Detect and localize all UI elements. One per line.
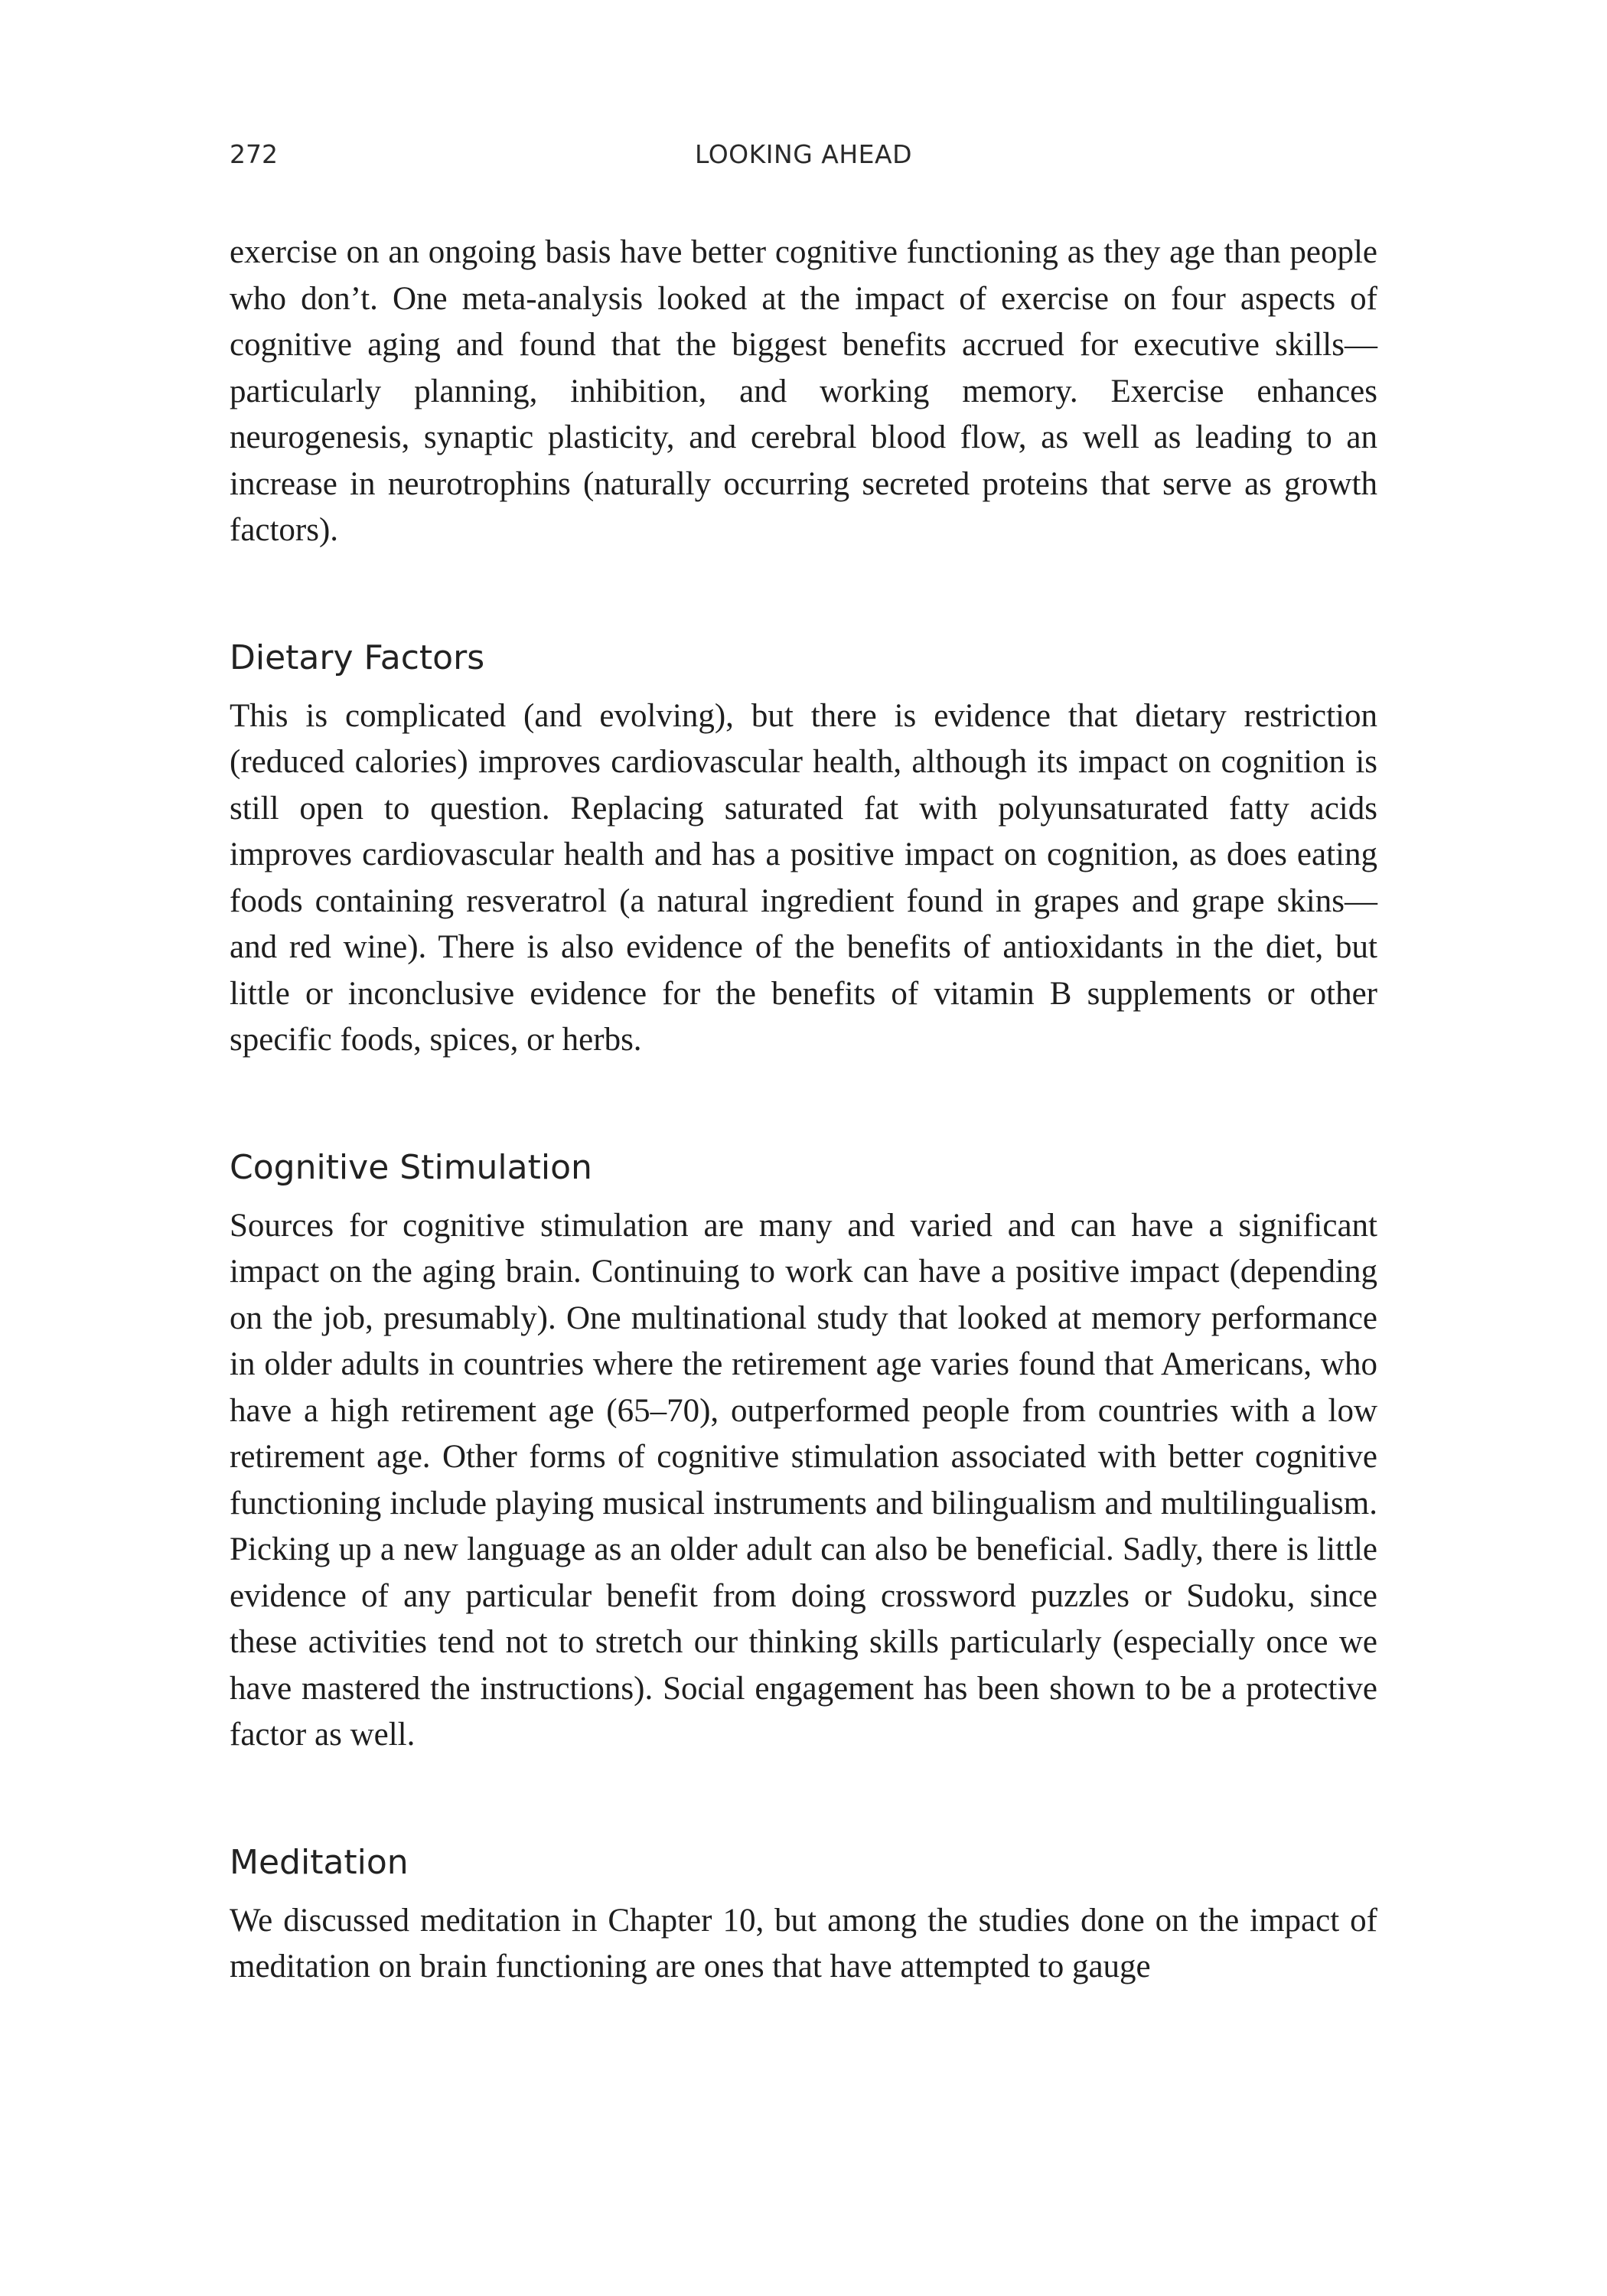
- section-heading-dietary-factors: Dietary Factors: [230, 638, 485, 677]
- intro-paragraph: exercise on an ongoing basis have better cognitive functioning as they age than people who don’t. One meta-analysis looked at the impact of exercise on four aspects of cognitive aging and found that the biggest benefits accrued for executive skills—particularly planning, inhibition, and working memory. Exercise enhances neurogenesis, synaptic plasticity, and cerebral blood flow, as well as leading to an increase in neurotrophins (naturally occurring secreted proteins that serve as growth factors).: [230, 234, 1377, 548]
- running-title: LOOKING AHEAD: [694, 139, 912, 169]
- page-number: 272: [230, 139, 278, 169]
- section-paragraph-meditation: We discussed meditation in Chapter 10, but among the studies done on the impact of meditation on brain functioning are ones that have attempted to gauge: [230, 1902, 1377, 1985]
- page-content: [230, 230, 1377, 1991]
- section-paragraph-dietary-factors: This is complicated (and evolving), but there is evidence that dietary restriction (reduced calories) improves cardiovascular health, although its impact on cognition is still open to question. Replacing saturated fat with polyunsaturated fatty acids improves cardiovascular health and has a positive impact on cognition, as does eating foods containing resveratrol (a natural ingredient found in grapes and grape skins—and red wine). There is also evidence of the benefits of antioxidants in the diet, but little or inconclusive evidence for the benefits of vitamin B supplements or other specific foods, spices, or herbs.: [230, 697, 1377, 1058]
- running-head: [230, 136, 1377, 173]
- section-heading-cognitive-stimulation: Cognitive Stimulation: [230, 1147, 592, 1187]
- section-heading-meditation: Meditation: [230, 1842, 409, 1882]
- section-spacer: [230, 1064, 1377, 1145]
- heading-spacer: [230, 681, 1377, 693]
- section-spacer: [230, 1759, 1377, 1840]
- section-spacer: [230, 554, 1377, 635]
- heading-spacer: [230, 1191, 1377, 1203]
- heading-spacer: [230, 1886, 1377, 1898]
- book-page: [230, 0, 1377, 2296]
- section-paragraph-cognitive-stimulation: Sources for cognitive stimulation are many and varied and can have a significant impact on the aging brain. Continuing to work can have a positive impact (depending on the job, presumably). One multinational study that looked at memory performance in older adults in countries where the retirement age varies found that Americans, who have a high retirement age (65–70), outperformed people from countries with a low retirement age. Other forms of cognitive stimulation associated with better cognitive functioning include playing musical instruments and bilingualism and multilingualism. Picking up a new language as an older adult can also be beneficial. Sadly, there is little evidence of any particular benefit from doing crossword puzzles or Sudoku, since these activities tend not to stretch our thinking skills particularly (especially once we have mastered the instructions). Social engagement has been shown to be a protective factor as well.: [230, 1207, 1377, 1753]
